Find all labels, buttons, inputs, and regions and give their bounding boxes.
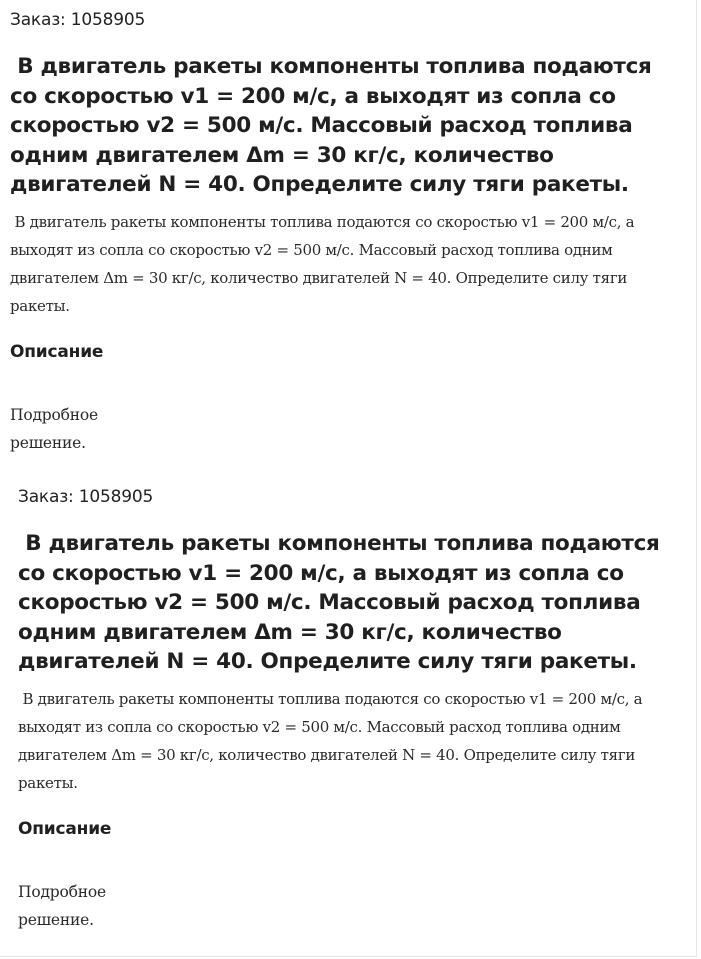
task-heading: В двигатель ракеты компоненты топлива подаются со скоростью v1 = 200 м/с, а выходят из сопла со скоростью v2 = 500 м/с. Массовый расход топлива одним двигателем Δm = 30 кг/с, количество двигателей N = 40. Определите силу тяги ракеты.	[10, 54, 659, 197]
order-number: Заказ: 1058905	[18, 487, 154, 507]
description-text: Подробное решение.	[18, 882, 107, 929]
task-text: В двигатель ракеты компоненты топлива подаются со скоростью v1 = 200 м/с, а выходят из сопла со скоростью v2 = 500 м/с. Массовый расход топлива одним двигателем Δm = 30 кг/с, количество двигателей N = 40. Определите силу тяги ракеты.	[10, 212, 639, 315]
task-block-duplicate	[18, 483, 698, 934]
task-block	[10, 6, 690, 457]
description-title: Описание	[10, 341, 104, 362]
description-text: Подробное решение.	[10, 405, 99, 452]
task-text: В двигатель ракеты компоненты топлива подаются со скоростью v1 = 200 м/с, а выходят из сопла со скоростью v2 = 500 м/с. Массовый расход топлива одним двигателем Δm = 30 кг/с, количество двигателей N = 40. Определите силу тяги ракеты.	[18, 689, 647, 792]
description-title: Описание	[18, 818, 112, 839]
task-heading: В двигатель ракеты компоненты топлива подаются со скоростью v1 = 200 м/с, а выходят из сопла со скоростью v2 = 500 м/с. Массовый расход топлива одним двигателем Δm = 30 кг/с, количество двигателей N = 40. Определите силу тяги ракеты.	[18, 531, 667, 674]
order-number: Заказ: 1058905	[10, 10, 146, 30]
